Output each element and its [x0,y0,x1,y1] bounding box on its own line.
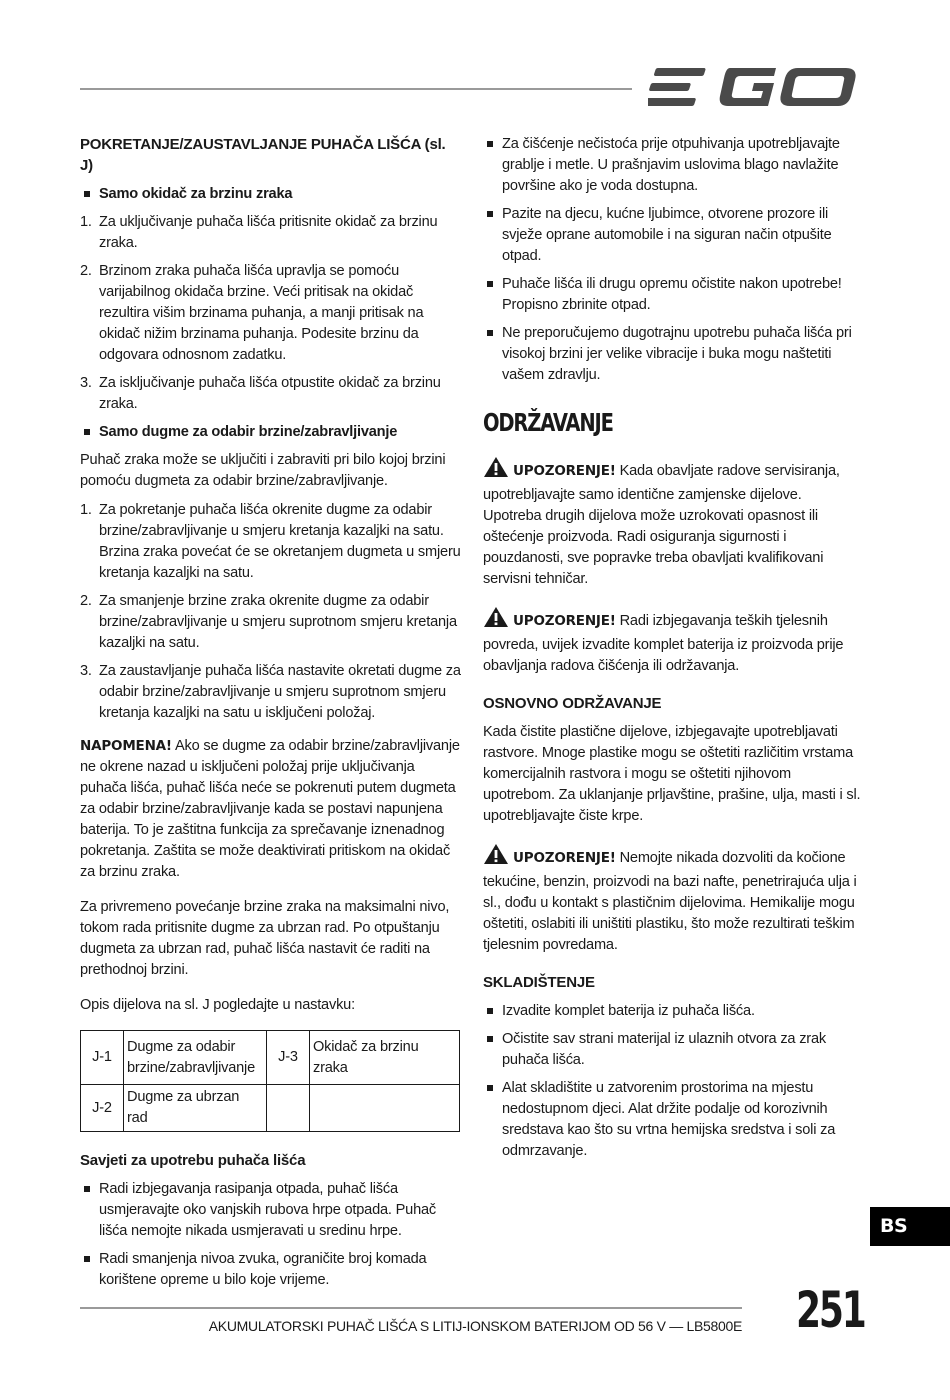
warning-text: Kada obavljate radove servisiranja, upotrebljavajte samo identične zamjenske dijelove. Upotreba drugih dijelova može uzrokovati opasnost ili oštećenje proizvoda. Radi osiguranja sigurnosti i pouzdanosti, sve popravke treba obavljati kvalifikovani servisni tehničar. [483,463,840,587]
table-cell [267,1085,310,1132]
table-cell: J-2 [81,1085,124,1132]
trigger-subheading-list [80,184,462,205]
table-cell: Dugme za odabir brzine/zabravljivanje [124,1031,267,1085]
storage-list [483,1001,863,1162]
warning-triangle-icon [483,606,509,635]
warning-triangle-icon [483,843,509,872]
warning-2 [483,606,863,677]
language-tab: BS [870,1207,950,1246]
table-row [81,1085,460,1132]
warning-label: UPOZORENJE! [513,463,616,479]
warning-3 [483,843,863,956]
trigger-steps [80,212,462,415]
start-stop-heading: POKRETANJE/ZAUSTAVLJANJE PUHAČA LIŠĆA (sl. J) [80,136,446,174]
table-cell: J-1 [81,1031,124,1085]
parts-intro: Opis dijelova na sl. J pogledajte u nastavku: [80,997,355,1013]
list-item: Radi izbjegavanja rasipanja otpada, puhač lišća usmjeravajte oko vanjskih rubova hrpe otpada. Puhač lišća nemojte nikada usmjeravati u sredinu hrpe. [80,1179,462,1242]
table-cell: J-3 [267,1031,310,1085]
parts-table [80,1030,460,1132]
tips-heading: Savjeti za upotrebu puhača lišća [80,1152,306,1169]
table-cell: Okidač za brzinu zraka [310,1031,460,1085]
list-item: Za čišćenje nečistoća prije otpuhivanja upotrebljavajte grablje i metle. U prašnjavim uslovima blago navlažite površine ako je voda dostupna. [483,134,863,197]
left-column [80,134,462,1298]
list-item: Radi smanjenja nivoa zvuka, ograničite broj komada korištene opreme u bilo koje vrijeme. [80,1249,462,1291]
list-item: 3. Za zaustavljanje puhača lišća nastavite okretati dugme za odabir brzine/zabravljivanje u smjeru suprotnom smjeru kretanja kazaljki na satu u isključeni položaj. [80,663,461,721]
note-label: NAPOMENA! [80,738,172,754]
dial-intro: Puhač zraka može se uključiti i zabraviti pri bilo kojoj brzini pomoću dugmeta za odabir brzine/zabravljivanje. [80,452,446,489]
note-text: Ako se dugme za odabir brzine/zabravljivanje ne okrene nazad u isključeni položaj prije uključivanja puhača lišća, puhač lišća neće se pokrenuti putem dugmeta za odabir brzine/zabravljivanje kada se postavi napunjena baterija. To je zaštitna funkcija za sprečavanje iznenadnog pokretanja. Zaštita se može deaktivirati pritiskom na okidač za brzinu zraka. [80,738,460,880]
warning-text: Radi izbjegavanja teških tjelesnih povreda, uvijek izvadite komplet baterija iz proizvoda prije obavljanja radova čišćenja ili održavanja. [483,613,844,674]
table-cell [310,1085,460,1132]
maintenance-title: ODRŽAVANJE [483,408,613,437]
list-item: 2. Brzinom zraka puhača lišća upravlja se pomoću varijabilnog okidača brzine. Veći pritisak na okidač rezultira višim brzinama puhanja, a manji pritisak na okidač nižim brzinama puhanja. Podesite brzinu da odgovara odnosnom zadatku. [80,263,424,363]
list-item: 1. Za uključivanje puhača lišća pritisnite okidač za brzinu zraka. [80,214,438,251]
warning-label: UPOZORENJE! [513,613,616,629]
warning-1 [483,456,863,590]
list-item: Ne preporučujemo dugotrajnu upotrebu puhača lišća pri visokoj brzini jer velike vibracije i buka mogu naštetiti vašem zdravlju. [483,323,863,386]
basic-maintenance-text: Kada čistite plastične dijelove, izbjegavajte upotrebljavati rastvore. Mnoge plastike mogu se oštetiti različitim vrstama komercijalnih rastvora i mogu se oštetiti njihovom upotrebom. Za uklanjanje prljavštine, prašine, ulja, masti i sl. upotrebljavajte čiste krpe. [483,724,861,824]
list-item: Pazite na djecu, kućne ljubimce, otvorene prozore ili svježe oprane automobile i na siguran način otpušite otpad. [483,204,863,267]
tips-continued-list [483,134,863,386]
right-column [483,134,863,1169]
list-item: 1. Za pokretanje puhača lišća okrenite dugme za odabir brzine/zabravljivanje u smjeru kretanja kazaljki na satu. Brzina zraka povećat će se okretanjem dugmeta u smjeru kretanja kazaljki na satu. [80,502,461,581]
storage-heading: SKLADIŠTENJE [483,974,595,991]
footer-rule [80,1307,742,1309]
list-item: Alat skladištite u zatvorenim prostorima na mjestu nedostupnom djeci. Alat držite podalje od korozivnih sredstava kao što su vrtna hemijska sredstva i soli za odmrzavanje. [483,1078,863,1162]
trigger-subheading: Samo okidač za brzinu zraka [80,184,462,205]
warning-label: UPOZORENJE! [513,850,616,866]
list-item: 3. Za isključivanje puhača lišća otpustite okidač za brzinu zraka. [80,375,441,412]
note-paragraph [80,736,462,883]
list-item: Očistite sav strani materijal iz ulaznih otvora za zrak puhača lišća. [483,1029,863,1071]
boost-paragraph: Za privremeno povećanje brzine zraka na maksimalni nivo, tokom rada pritisnite dugme za ubrzan rad. Po otpuštanju dugmeta za ubrzan rad, puhač lišća nastavit će raditi na prethodnoj brzini. [80,899,450,978]
list-item: Izvadite komplet baterija iz puhača lišća. [483,1001,863,1022]
footer-title: AKUMULATORSKI PUHAČ LIŠĆA S LITIJ-IONSKOM BATERIJOM OD 56 V — LB5800E [208,1318,742,1334]
list-item: Puhače lišća ili drugu opremu očistite nakon upotrebe! Propisno zbrinite otpad. [483,274,863,316]
dial-subheading: Samo dugme za odabir brzine/zabravljivanje [80,422,462,443]
header-rule [80,88,632,90]
tips-list [80,1179,462,1291]
dial-subheading-list [80,422,462,443]
basic-maintenance-heading: OSNOVNO ODRŽAVANJE [483,695,662,712]
warning-triangle-icon [483,456,509,485]
table-cell: Dugme za ubrzan rad [124,1085,267,1132]
ego-logo [648,62,862,117]
page-number: 251 [796,1281,865,1339]
table-row [81,1031,460,1085]
warning-text: Nemojte nikada dozvoliti da kočione tekućine, benzin, proizvodi na bazi nafte, penetrirajuća ulja i sl., dođu u kontakt s plastičnim dijelovima. Hemikalije mogu oštetiti, oslabiti ili uništiti plastiku, što može rezultirati teškim tjelesnim povredama. [483,850,857,953]
dial-steps [80,500,462,724]
list-item: 2. Za smanjenje brzine zraka okrenite dugme za odabir brzine/zabravljivanje u smjeru suprotnom smjeru kretanja kazaljki na satu. [80,593,457,651]
